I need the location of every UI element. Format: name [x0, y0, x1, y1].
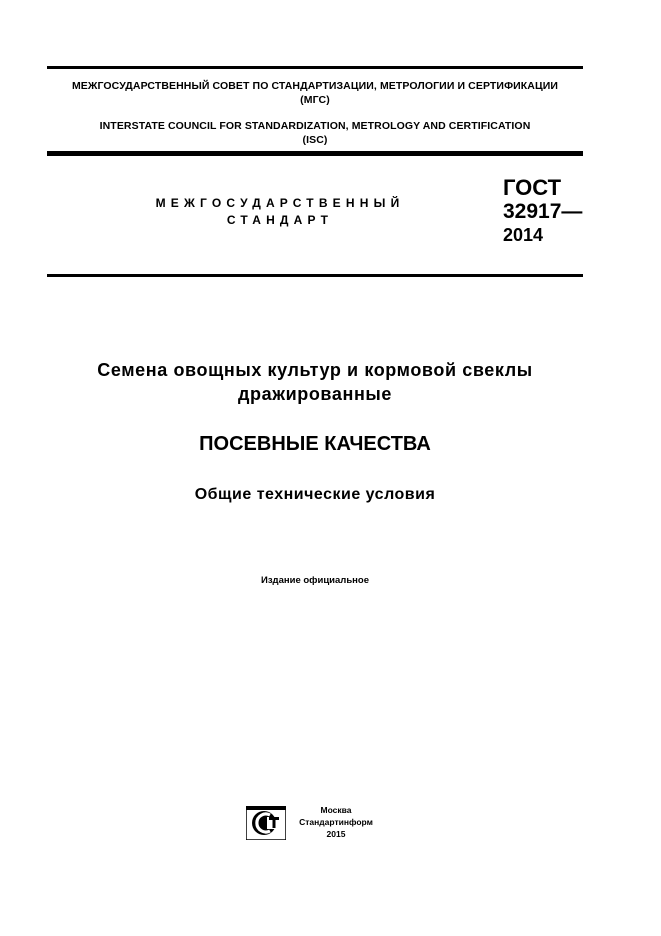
publisher-block — [296, 804, 376, 840]
document-subtitle: ПОСЕВНЫЕ КАЧЕСТВА — [199, 433, 431, 455]
standartinform-logo-icon — [246, 806, 286, 840]
publisher-year: 2015 — [326, 829, 346, 839]
document-title-line1: Семена овощных культур и кормовой свеклы — [97, 360, 533, 380]
publisher-name: Стандартинформ — [299, 817, 373, 827]
council-ru-name: МЕЖГОСУДАРСТВЕННЫЙ СОВЕТ ПО СТАНДАРТИЗАЦИИ, МЕТРОЛОГИИ И СЕРТИФИКАЦИИ — [71, 80, 559, 92]
designation-number: 32917— — [503, 200, 583, 223]
standard-kind — [130, 195, 430, 229]
standard-designation — [503, 176, 582, 246]
document-title — [47, 358, 583, 406]
designation-year: 2014 — [503, 225, 544, 245]
standard-kind-line1: МЕЖГОСУДАРСТВЕННЫЙ — [155, 196, 405, 210]
publisher-city: Москва — [320, 805, 352, 815]
council-ru — [47, 79, 583, 107]
designation-rule — [47, 274, 583, 277]
document-spec: Общие технические условия — [194, 486, 436, 503]
council-en — [47, 119, 583, 147]
document-title-line2: дражированные — [237, 384, 392, 404]
council-en-abbr: (ISC) — [302, 134, 328, 146]
council-ru-abbr: (МГС) — [300, 94, 330, 106]
designation-prefix: ГОСТ — [503, 175, 562, 200]
edition-note: Издание официальное — [261, 575, 369, 586]
standard-kind-line2: СТАНДАРТ — [226, 213, 334, 227]
header-rule-thick — [47, 151, 583, 156]
council-en-name: INTERSTATE COUNCIL FOR STANDARDIZATION, METROLOGY AND CERTIFICATION — [99, 120, 531, 132]
top-rule-thin — [47, 66, 583, 69]
